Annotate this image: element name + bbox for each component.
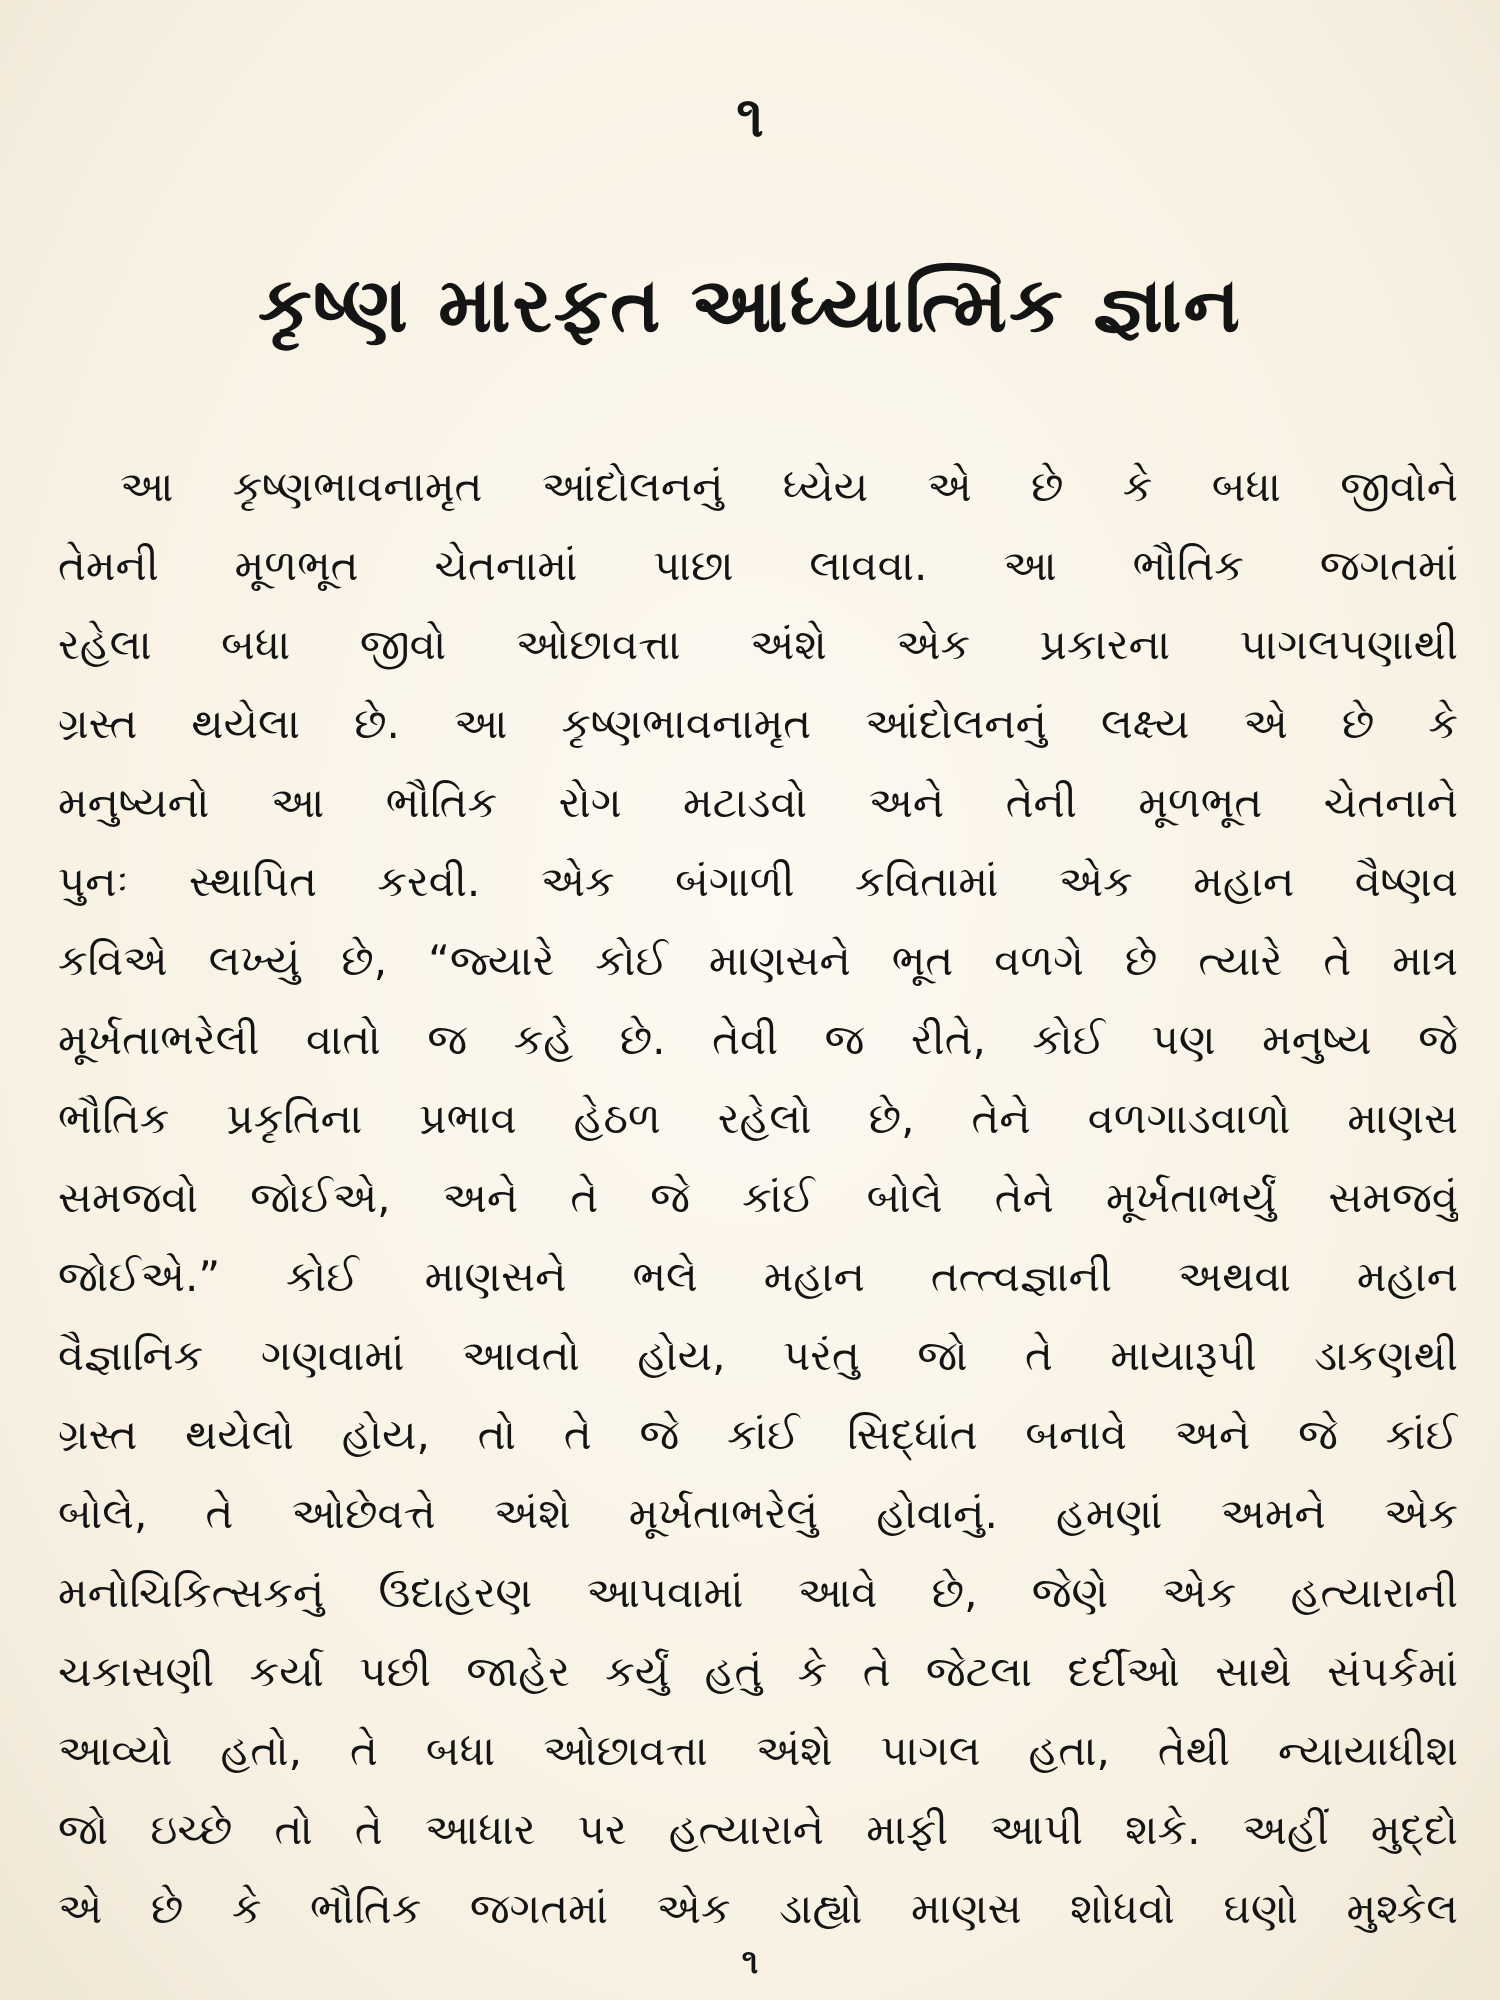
text-line: રહેલા બધા જીવો ઓછાવત્તા અંશે એક પ્રકારના પાગલપણાથી [58, 620, 1458, 669]
text-line: સમજવો જોઈએ, અને તે જે કાંઈ બોલે તેને મૂર્ખતાભર્યું સમજવું [58, 1173, 1458, 1222]
text-line: વૈજ્ઞાનિક ગણવામાં આવતો હોય, પરંતુ જો તે માયારૂપી ડાકણથી [58, 1331, 1458, 1380]
text-line: ચકાસણી કર્યા પછી જાહેર કર્યું હતું કે તે જેટલા દર્દીઓ સાથે સંપર્કમાં [58, 1647, 1458, 1696]
text-line: જો ઇચ્છે તો તે આધાર પર હત્યારાને માફી આપી શકે. અહીં મુદ્દો [58, 1805, 1458, 1854]
text-line: ભૌતિક પ્રકૃતિના પ્રભાવ હેઠળ રહેલો છે, તેને વળગાડવાળો માણસ [58, 1094, 1458, 1143]
text-line: જોઈએ.” કોઈ માણસને ભલે મહાન તત્ત્વજ્ઞાની અથવા મહાન [58, 1252, 1458, 1301]
text-line: આવ્યો હતો, તે બધા ઓછાવત્તા અંશે પાગલ હતા, તેથી ન્યાયાધીશ [58, 1726, 1458, 1775]
text-line: કવિએ લખ્યું છે, “જ્યારે કોઈ માણસને ભૂત વળગે છે ત્યારે તે માત્ર [58, 936, 1458, 985]
page-number: ૧ [741, 1942, 759, 1982]
chapter-title: કૃષ્ણ મારફત આધ્યાત્મિક જ્ઞાન [257, 260, 1243, 349]
text-line: આ કૃષ્ણભાવનામૃત આંદોલનનું ધ્યેય એ છે કે બધા જીવોને [120, 462, 1458, 511]
text-line: તેમની મૂળભૂત ચેતનામાં પાછા લાવવા. આ ભૌતિક જગતમાં [58, 541, 1458, 590]
text-line: ગ્રસ્ત થયેલો હોય, તો તે જે કાંઈ સિદ્ધાંત બનાવે અને જે કાંઈ [58, 1410, 1458, 1459]
text-line: બોલે, તે ઓછેવત્તે અંશે મૂર્ખતાભરેલું હોવાનું. હમણાં અમને એક [58, 1489, 1458, 1538]
text-line: ગ્રસ્ત થયેલા છે. આ કૃષ્ણભાવનામૃત આંદોલનનું લક્ષ્ય એ છે કે [58, 699, 1458, 748]
text-line: મનોચિકિત્સકનું ઉદાહરણ આપવામાં આવે છે, જેણે એક હત્યારાની [58, 1568, 1458, 1617]
text-line: મનુષ્યનો આ ભૌતિક રોગ મટાડવો અને તેની મૂળભૂત ચેતનાને [58, 778, 1458, 827]
body-paragraph [58, 447, 1458, 1948]
chapter-number: ૧ [736, 85, 764, 150]
text-line: પુનઃ સ્થાપિત કરવી. એક બંગાળી કવિતામાં એક મહાન વૈષ્ણવ [58, 857, 1458, 906]
text-line: મૂર્ખતાભરેલી વાતો જ કહે છે. તેવી જ રીતે, કોઈ પણ મનુષ્ય જે [58, 1015, 1458, 1064]
text-line: એ છે કે ભૌતિક જગતમાં એક ડાહ્યો માણસ શોધવો ઘણો મુશ્કેલ [58, 1884, 1458, 1933]
